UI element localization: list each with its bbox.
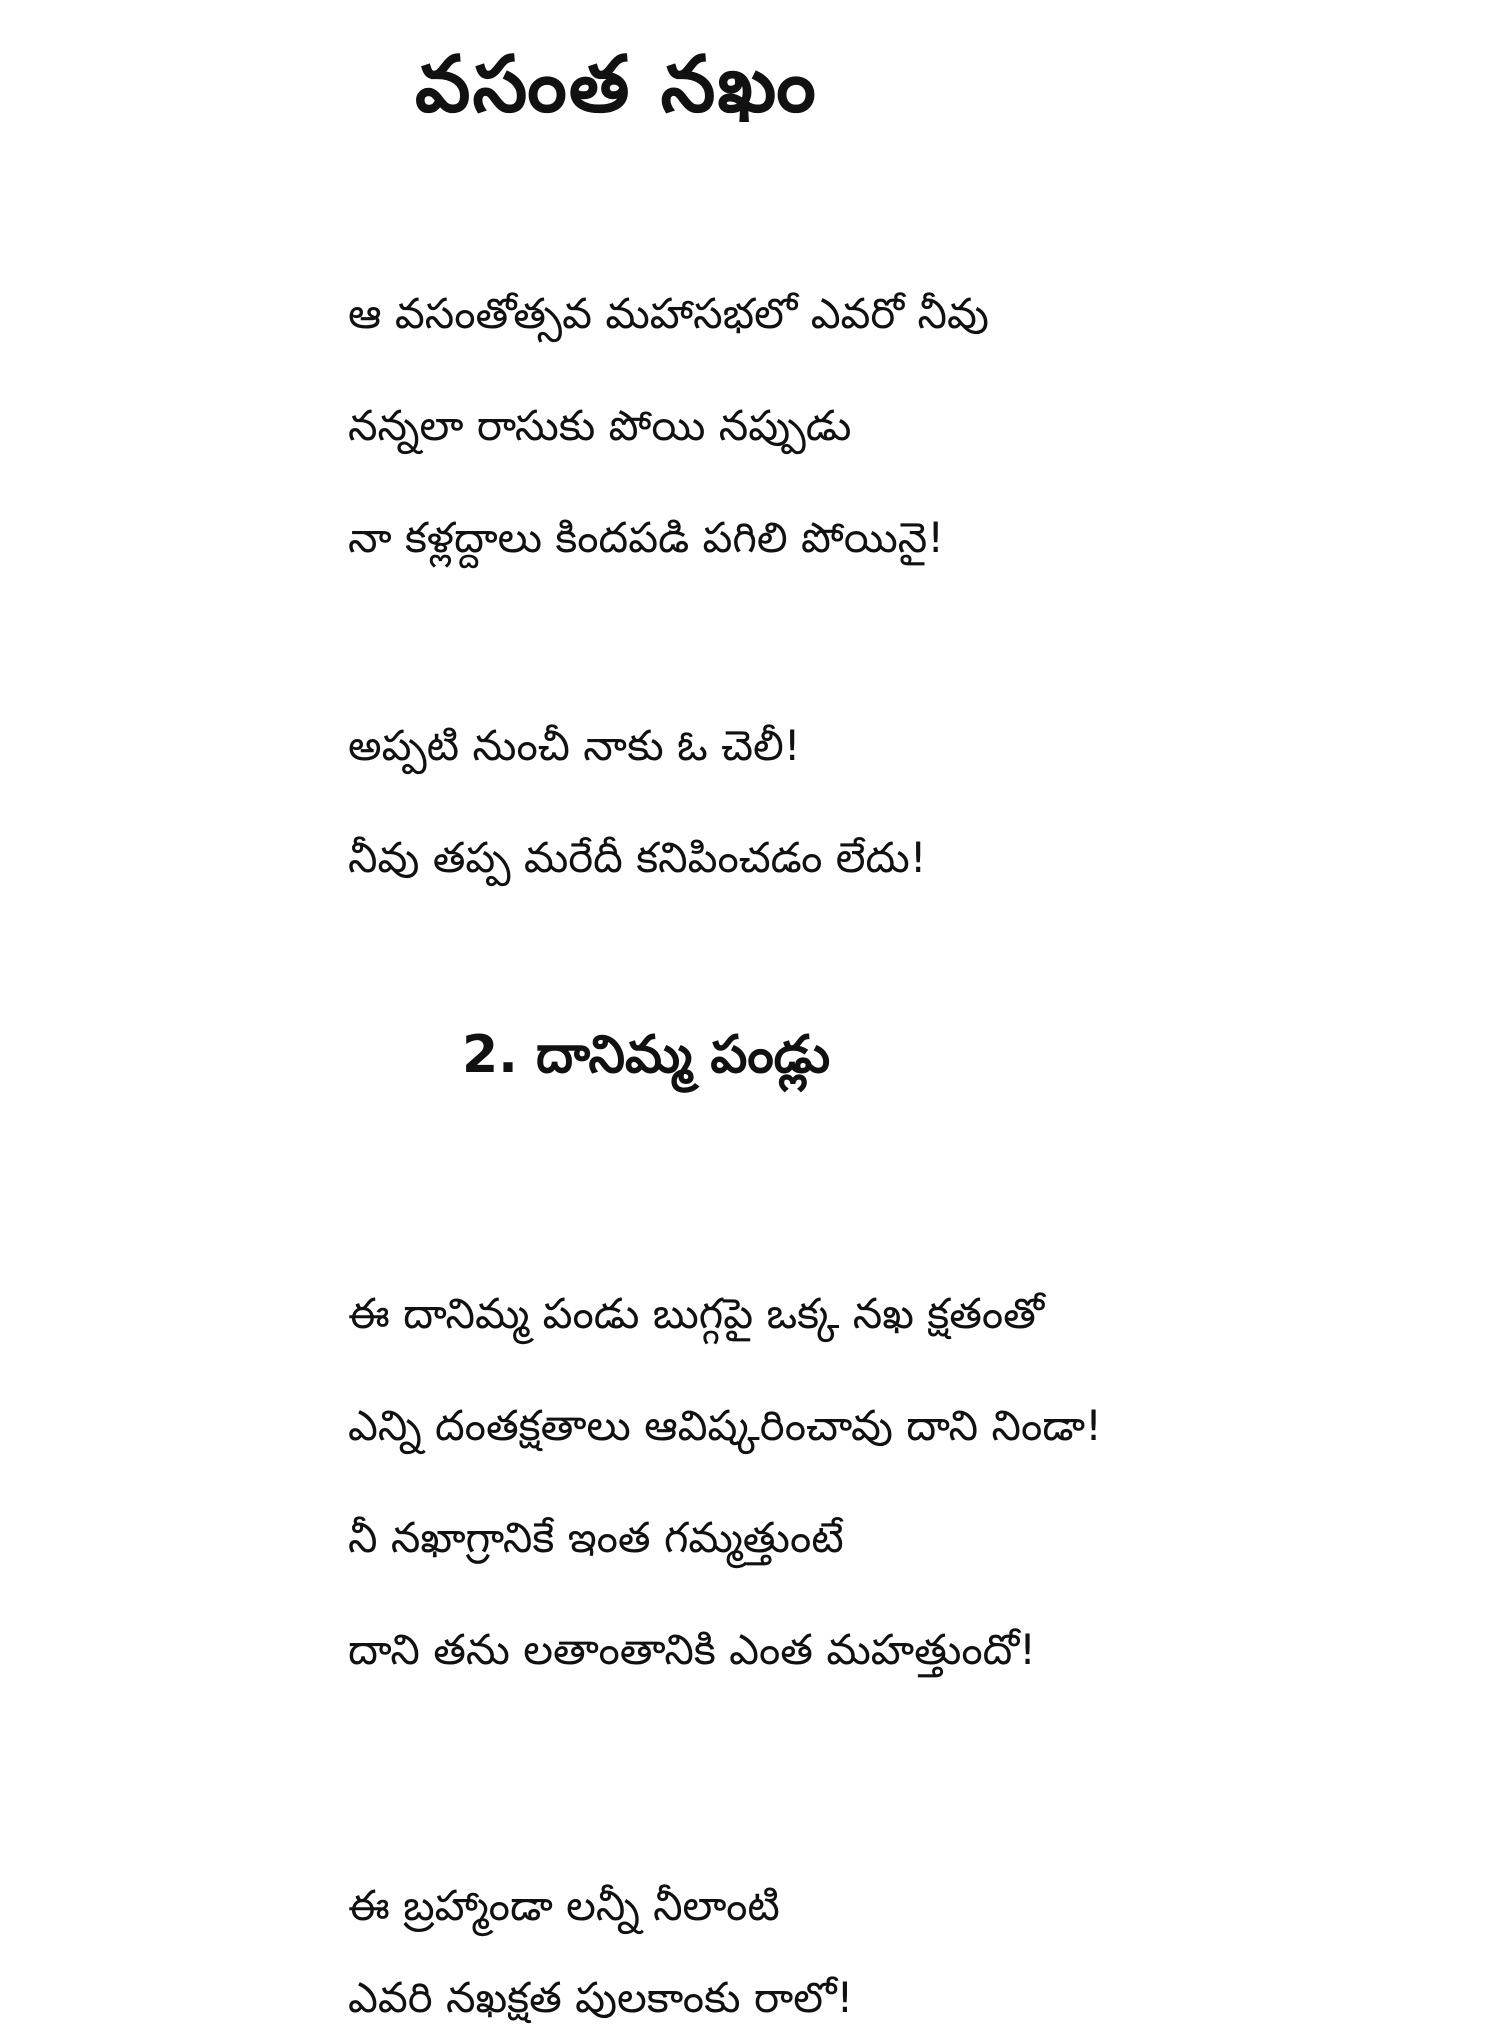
poem-line: అప్పటి నుంచీ నాకు ఓ చెలీ! xyxy=(348,721,801,770)
poem-line: నీవు తప్ప మరేదీ కనిపించడం లేదు! xyxy=(348,833,927,882)
poem-line: ఈ దానిమ్మ పండు బుగ్గపై ఒక్క నఖ క్షతంతో xyxy=(348,1289,1045,1338)
poem-line: ఎన్ని దంతక్షతాలు ఆవిష్కరించావు దాని నిండా! xyxy=(348,1401,1102,1450)
stanza-2 xyxy=(348,690,927,914)
stanza-4 xyxy=(348,1860,853,2044)
poem-line: నన్నలా రాసుకు పోయి నప్పుడు xyxy=(348,401,852,450)
poem-line: ఆ వసంతోత్సవ మహాసభలో ఎవరో నీవు xyxy=(348,289,989,338)
poem-line: ఈ బ్రహ్మాండా లన్నీ నీలాంటి xyxy=(348,1881,780,1930)
section-heading: 2. దానిమ్మ పండ్లు xyxy=(462,1025,831,1085)
poem-line: ఎవరి నఖక్షత పులకాంకు రాలో! xyxy=(348,1973,854,2022)
poem-line: నా కళ్లద్దాలు కిందపడి పగిలి పోయినై! xyxy=(348,513,945,562)
poem-title: వసంత నఖం xyxy=(415,40,818,130)
poem-line: దాని తను లతాంతానికి ఎంత మహత్తుందో! xyxy=(348,1625,1037,1674)
stanza-1 xyxy=(348,258,989,594)
stanza-3 xyxy=(348,1258,1102,1706)
poem-line: నీ నఖాగ్రానికే ఇంత గమ్మత్తుంటే xyxy=(348,1513,844,1562)
